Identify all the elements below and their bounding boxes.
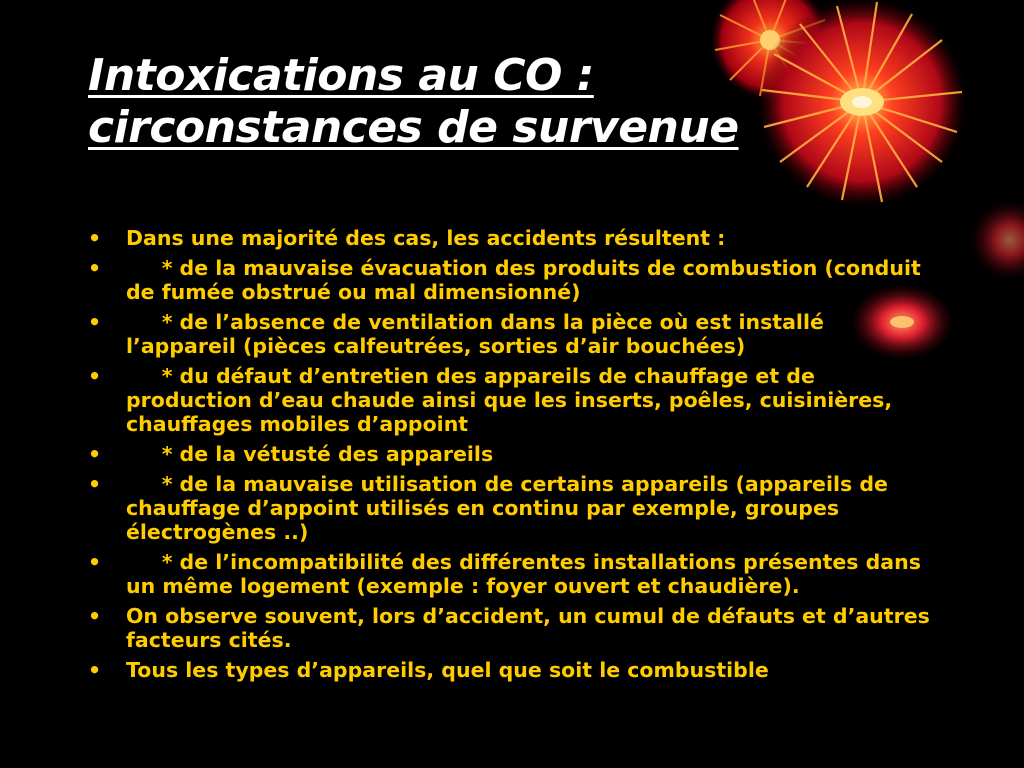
list-item [88, 604, 938, 652]
list-item [88, 550, 938, 598]
list-item [88, 442, 938, 466]
list-item [88, 226, 938, 250]
item-indent [126, 310, 162, 334]
bullet-icon: • [88, 472, 102, 496]
item-indent [126, 472, 162, 496]
item-indent [126, 364, 162, 388]
bullet-icon: • [88, 550, 102, 574]
item-text: * du défaut d’entretien des appareils de chauffage et de production d’eau chaude ainsi que les inserts, poêles, cuisinières, chauffages mobiles d’appoint [126, 364, 893, 436]
list-item [88, 658, 938, 682]
item-text: * de l’incompatibilité des différentes installations présentes dans un même logement (exemple : foyer ouvert et chaudière). [126, 550, 921, 598]
flower-edge [970, 200, 1024, 280]
item-text: Dans une majorité des cas, les accidents résultent : [126, 226, 726, 250]
bullet-icon: • [88, 310, 102, 334]
item-indent [126, 256, 162, 280]
bullet-icon: • [88, 442, 102, 466]
item-text: Tous les types d’appareils, quel que soit le combustible [126, 658, 769, 682]
bullet-icon: • [88, 658, 102, 682]
list-item [88, 364, 938, 436]
bullet-icon: • [88, 256, 102, 280]
slide-title-line-1: Intoxications au CO : [88, 50, 594, 101]
item-text: * de la vétusté des appareils [161, 442, 494, 466]
item-text: On observe souvent, lors d’accident, un cumul de défauts et d’autres facteurs cités. [126, 604, 930, 652]
bullet-icon: • [88, 226, 102, 250]
slide-title [88, 50, 968, 154]
list-item [88, 472, 938, 544]
item-text: * de la mauvaise utilisation de certains appareils (appareils de chauffage d’appoint utilisés en continu par exemple, groupes électrogènes ..) [126, 472, 888, 544]
list-item [88, 310, 938, 358]
list-item [88, 256, 938, 304]
bullet-list [88, 226, 938, 688]
item-indent [126, 442, 162, 466]
item-indent [126, 550, 162, 574]
bullet-icon: • [88, 604, 102, 628]
item-text: * de la mauvaise évacuation des produits de combustion (conduit de fumée obstrué ou mal dimensionné) [126, 256, 921, 304]
bullet-icon: • [88, 364, 102, 388]
item-text: * de l’absence de ventilation dans la pièce où est installé l’appareil (pièces calfeutrées, sorties d’air bouchées) [126, 310, 824, 358]
slide-title-line-2: circonstances de survenue [88, 102, 739, 153]
